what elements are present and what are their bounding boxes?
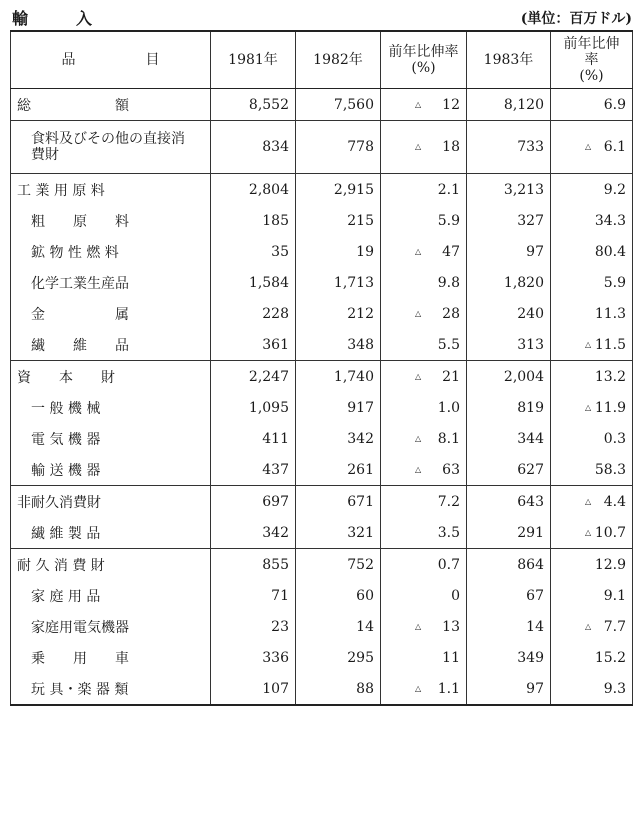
value-1983-value: 291 — [517, 524, 544, 541]
item-name: 食料及びその他の直接消費財 — [11, 121, 211, 174]
ratio-1983-value: 4.4 — [603, 493, 626, 510]
ratio-1982 — [381, 205, 467, 236]
ratio-1982 — [381, 486, 467, 518]
header-ratio-1983 — [551, 31, 633, 89]
negative-triangle-icon: △ — [585, 496, 592, 506]
value-1981-value: 697 — [262, 493, 289, 510]
table-row — [11, 517, 633, 549]
ratio-1982 — [381, 298, 467, 329]
value-1982-value: 1,740 — [333, 368, 374, 385]
ratio-1983 — [551, 611, 633, 642]
ratio-1983-value: 34.3 — [594, 212, 626, 229]
ratio-1983 — [551, 517, 633, 549]
ratio-1983 — [551, 673, 633, 705]
value-1982-value: 295 — [347, 649, 374, 666]
value-1982-value: 60 — [356, 587, 374, 604]
ratio-1983-value: 9.1 — [603, 587, 626, 604]
negative-triangle-icon: △ — [415, 99, 422, 109]
value-1981 — [211, 673, 296, 705]
header-item — [11, 31, 211, 89]
item-name: 鉱 物 性 燃 料 — [11, 236, 211, 267]
value-1982-value: 917 — [347, 399, 374, 416]
ratio-1982-value: 47 — [442, 243, 460, 260]
value-1981 — [211, 361, 296, 393]
value-1982-value: 212 — [347, 305, 374, 322]
value-1983-value: 344 — [517, 430, 544, 447]
header-item-right: 目 — [145, 52, 160, 68]
ratio-1982-value: 63 — [442, 461, 460, 478]
ratio-1982 — [381, 611, 467, 642]
value-1981 — [211, 174, 296, 206]
ratio-1982-value: 21 — [442, 368, 460, 385]
header-ratio-1983-label: 前年比伸率 — [563, 36, 620, 68]
value-1982-value: 1,713 — [333, 274, 374, 291]
value-1983 — [467, 236, 551, 267]
value-1982-value: 261 — [347, 461, 374, 478]
value-1982 — [296, 267, 381, 298]
ratio-1982 — [381, 454, 467, 486]
ratio-1983-value: 15.2 — [594, 649, 626, 666]
ratio-1982 — [381, 329, 467, 361]
value-1981 — [211, 549, 296, 581]
table-row — [11, 642, 633, 673]
ratio-1982 — [381, 174, 467, 206]
item-name: 総 額 — [11, 89, 211, 121]
value-1983-value: 643 — [517, 493, 544, 510]
item-name: 非耐久消費財 — [11, 486, 211, 518]
ratio-1982-value: 1.1 — [437, 680, 460, 697]
value-1983 — [467, 486, 551, 518]
value-1981-value: 23 — [271, 618, 289, 635]
ratio-1983-value: 7.7 — [603, 618, 626, 635]
value-1982 — [296, 236, 381, 267]
ratio-1983 — [551, 454, 633, 486]
ratio-1982 — [381, 267, 467, 298]
negative-triangle-icon: △ — [585, 621, 592, 631]
ratio-1982 — [381, 89, 467, 121]
item-name: 耐 久 消 費 財 — [11, 549, 211, 581]
value-1981-value: 437 — [262, 461, 289, 478]
table-row — [11, 673, 633, 705]
value-1981 — [211, 205, 296, 236]
value-1982 — [296, 298, 381, 329]
unit-label: (単位：百万ドル) — [520, 11, 632, 27]
value-1983-value: 327 — [517, 212, 544, 229]
value-1982 — [296, 517, 381, 549]
ratio-1982-value: 0.7 — [437, 556, 460, 573]
value-1983-value: 3,213 — [503, 181, 544, 198]
ratio-1982 — [381, 549, 467, 581]
value-1981-value: 107 — [262, 680, 289, 697]
value-1981-value: 71 — [271, 587, 289, 604]
ratio-1982 — [381, 642, 467, 673]
table-row — [11, 454, 633, 486]
value-1983-value: 313 — [517, 336, 544, 353]
ratio-1983 — [551, 580, 633, 611]
ratio-1982 — [381, 121, 467, 174]
value-1983 — [467, 517, 551, 549]
ratio-1983 — [551, 392, 633, 423]
value-1981 — [211, 298, 296, 329]
value-1983-value: 349 — [517, 649, 544, 666]
table-row — [11, 392, 633, 423]
value-1981 — [211, 423, 296, 454]
value-1982-value: 348 — [347, 336, 374, 353]
table-body — [11, 89, 633, 706]
value-1983 — [467, 205, 551, 236]
value-1982 — [296, 642, 381, 673]
table-row — [11, 267, 633, 298]
header-1982: 1982年 — [296, 31, 381, 89]
item-name: 一 般 機 械 — [11, 392, 211, 423]
value-1982 — [296, 392, 381, 423]
ratio-1983 — [551, 298, 633, 329]
value-1983-value: 1,820 — [503, 274, 544, 291]
value-1983 — [467, 673, 551, 705]
value-1983 — [467, 121, 551, 174]
ratio-1982-value: 3.5 — [437, 524, 460, 541]
ratio-1983-value: 6.9 — [603, 96, 626, 113]
value-1981 — [211, 580, 296, 611]
value-1981-value: 336 — [262, 649, 289, 666]
value-1983-value: 8,120 — [503, 96, 544, 113]
table-row — [11, 549, 633, 581]
value-1982-value: 7,560 — [333, 96, 374, 113]
item-name: 乗 用 車 — [11, 642, 211, 673]
negative-triangle-icon: △ — [415, 246, 422, 256]
value-1981 — [211, 89, 296, 121]
table-row — [11, 361, 633, 393]
item-name: 玩 具・楽 器 類 — [11, 673, 211, 705]
header-1983: 1983年 — [467, 31, 551, 89]
value-1983 — [467, 329, 551, 361]
ratio-1983-value: 5.9 — [603, 274, 626, 291]
negative-triangle-icon: △ — [585, 142, 592, 151]
table-row — [11, 580, 633, 611]
ratio-1982-value: 12 — [442, 96, 460, 113]
ratio-1983 — [551, 423, 633, 454]
value-1982-value: 88 — [356, 680, 374, 697]
ratio-1982-value: 5.5 — [437, 336, 460, 353]
value-1983 — [467, 361, 551, 393]
value-1982-value: 19 — [356, 243, 374, 260]
page-title: 輸 入 — [12, 9, 109, 28]
ratio-1982-value: 9.8 — [437, 274, 460, 291]
value-1981 — [211, 267, 296, 298]
value-1981-value: 834 — [262, 139, 289, 155]
header-row — [11, 31, 633, 89]
ratio-1983 — [551, 549, 633, 581]
value-1981-value: 411 — [262, 430, 289, 447]
ratio-1983-value: 80.4 — [594, 243, 626, 260]
item-name: 輸 送 機 器 — [11, 454, 211, 486]
ratio-1983-value: 6.1 — [603, 139, 626, 155]
value-1983-value: 97 — [526, 680, 544, 697]
item-name: 工 業 用 原 料 — [11, 174, 211, 206]
value-1982 — [296, 673, 381, 705]
ratio-1983-value: 0.3 — [603, 430, 626, 447]
table-row — [11, 298, 633, 329]
item-name: 繊 維 製 品 — [11, 517, 211, 549]
value-1981-value: 228 — [262, 305, 289, 322]
value-1982 — [296, 580, 381, 611]
ratio-1982-value: 7.2 — [437, 493, 460, 510]
ratio-1982 — [381, 517, 467, 549]
table-row — [11, 174, 633, 206]
value-1983-value: 240 — [517, 305, 544, 322]
value-1981 — [211, 486, 296, 518]
value-1983-value: 97 — [526, 243, 544, 260]
value-1981 — [211, 611, 296, 642]
value-1983 — [467, 454, 551, 486]
value-1982 — [296, 549, 381, 581]
value-1982-value: 778 — [347, 139, 374, 155]
value-1983 — [467, 549, 551, 581]
value-1981-value: 2,804 — [248, 181, 289, 198]
ratio-1983-value: 12.9 — [594, 556, 626, 573]
negative-triangle-icon: △ — [415, 621, 422, 631]
ratio-1983 — [551, 361, 633, 393]
value-1981 — [211, 517, 296, 549]
value-1982-value: 215 — [347, 212, 374, 229]
ratio-1983-value: 11.3 — [594, 305, 626, 322]
value-1981-value: 342 — [262, 524, 289, 541]
ratio-1983 — [551, 642, 633, 673]
negative-triangle-icon: △ — [415, 308, 422, 318]
value-1981-value: 185 — [262, 212, 289, 229]
ratio-1982 — [381, 361, 467, 393]
value-1982 — [296, 329, 381, 361]
value-1983-value: 67 — [526, 587, 544, 604]
value-1982 — [296, 486, 381, 518]
ratio-1983 — [551, 89, 633, 121]
ratio-1983-value: 11.5 — [594, 336, 626, 353]
value-1983 — [467, 392, 551, 423]
value-1981-value: 2,247 — [248, 368, 289, 385]
table-row — [11, 89, 633, 121]
ratio-1982-value: 5.9 — [437, 212, 460, 229]
value-1982 — [296, 121, 381, 174]
ratio-1982 — [381, 580, 467, 611]
ratio-1982-value: 1.0 — [437, 399, 460, 416]
value-1981 — [211, 642, 296, 673]
table-row — [11, 205, 633, 236]
value-1982-value: 671 — [347, 493, 374, 510]
value-1983 — [467, 298, 551, 329]
ratio-1983 — [551, 486, 633, 518]
value-1981 — [211, 454, 296, 486]
table-row — [11, 611, 633, 642]
negative-triangle-icon: △ — [415, 464, 422, 474]
ratio-1983-value: 10.7 — [594, 524, 626, 541]
header-ratio-1983-unit: (%) — [579, 68, 604, 84]
negative-triangle-icon: △ — [585, 339, 592, 349]
value-1983 — [467, 89, 551, 121]
value-1983 — [467, 267, 551, 298]
ratio-1982-value: 11 — [442, 649, 460, 666]
negative-triangle-icon: △ — [585, 402, 592, 412]
table-row — [11, 121, 633, 174]
item-name: 化学工業生産品 — [11, 267, 211, 298]
item-name: 電 気 機 器 — [11, 423, 211, 454]
table-row — [11, 486, 633, 518]
value-1981-value: 1,584 — [248, 274, 289, 291]
value-1983 — [467, 174, 551, 206]
value-1982 — [296, 611, 381, 642]
item-name: 金 属 — [11, 298, 211, 329]
value-1982-value: 342 — [347, 430, 374, 447]
negative-triangle-icon: △ — [415, 371, 422, 381]
value-1981-value: 1,095 — [248, 399, 289, 416]
value-1981 — [211, 392, 296, 423]
value-1982-value: 752 — [347, 556, 374, 573]
ratio-1982 — [381, 236, 467, 267]
ratio-1982-value: 13 — [442, 618, 460, 635]
item-name: 粗 原 料 — [11, 205, 211, 236]
value-1983-value: 2,004 — [503, 368, 544, 385]
ratio-1982 — [381, 423, 467, 454]
value-1983-value: 733 — [517, 139, 544, 155]
negative-triangle-icon: △ — [415, 683, 422, 693]
ratio-1982 — [381, 392, 467, 423]
ratio-1983-value: 9.3 — [603, 680, 626, 697]
ratio-1983 — [551, 121, 633, 174]
ratio-1983-value: 11.9 — [594, 399, 626, 416]
negative-triangle-icon: △ — [415, 433, 422, 443]
value-1983 — [467, 423, 551, 454]
value-1982 — [296, 361, 381, 393]
value-1982 — [296, 205, 381, 236]
value-1981-value: 35 — [271, 243, 289, 260]
ratio-1982-value: 28 — [442, 305, 460, 322]
value-1981 — [211, 121, 296, 174]
value-1982 — [296, 174, 381, 206]
header-item-left: 品 — [61, 52, 76, 68]
ratio-1982-value: 2.1 — [437, 181, 460, 198]
value-1982-value: 2,915 — [333, 181, 374, 198]
value-1982 — [296, 423, 381, 454]
ratio-1983-value: 58.3 — [594, 461, 626, 478]
value-1983-value: 819 — [517, 399, 544, 416]
ratio-1983-value: 13.2 — [594, 368, 626, 385]
value-1983-value: 627 — [517, 461, 544, 478]
value-1982 — [296, 454, 381, 486]
item-name: 繊 維 品 — [11, 329, 211, 361]
table-row — [11, 329, 633, 361]
item-name: 家庭用電気機器 — [11, 611, 211, 642]
table-row — [11, 423, 633, 454]
value-1981 — [211, 329, 296, 361]
ratio-1983 — [551, 174, 633, 206]
ratio-1983-value: 9.2 — [603, 181, 626, 198]
item-name: 資 本 財 — [11, 361, 211, 393]
value-1982-value: 321 — [347, 524, 374, 541]
value-1983 — [467, 580, 551, 611]
header-1981: 1981年 — [211, 31, 296, 89]
ratio-1982 — [381, 673, 467, 705]
ratio-1983 — [551, 267, 633, 298]
value-1983 — [467, 611, 551, 642]
negative-triangle-icon: △ — [415, 142, 422, 151]
value-1981-value: 855 — [262, 556, 289, 573]
table-row — [11, 236, 633, 267]
header-ratio-1982 — [381, 31, 467, 89]
value-1981-value: 8,552 — [248, 96, 289, 113]
ratio-1983 — [551, 205, 633, 236]
value-1983-value: 14 — [526, 618, 544, 635]
item-name: 家 庭 用 品 — [11, 580, 211, 611]
value-1982 — [296, 89, 381, 121]
ratio-1983 — [551, 236, 633, 267]
value-1981-value: 361 — [262, 336, 289, 353]
ratio-1982-value: 8.1 — [437, 430, 460, 447]
ratio-1982-value: 0 — [451, 587, 460, 604]
header-ratio-1982-unit: (%) — [411, 60, 436, 76]
header-ratio-1982-label: 前年比伸率 — [388, 44, 459, 60]
value-1983-value: 864 — [517, 556, 544, 573]
negative-triangle-icon: △ — [585, 527, 592, 537]
value-1983 — [467, 642, 551, 673]
ratio-1983 — [551, 329, 633, 361]
value-1981 — [211, 236, 296, 267]
import-table — [10, 30, 633, 706]
ratio-1982-value: 18 — [442, 139, 460, 155]
value-1982-value: 14 — [356, 618, 374, 635]
